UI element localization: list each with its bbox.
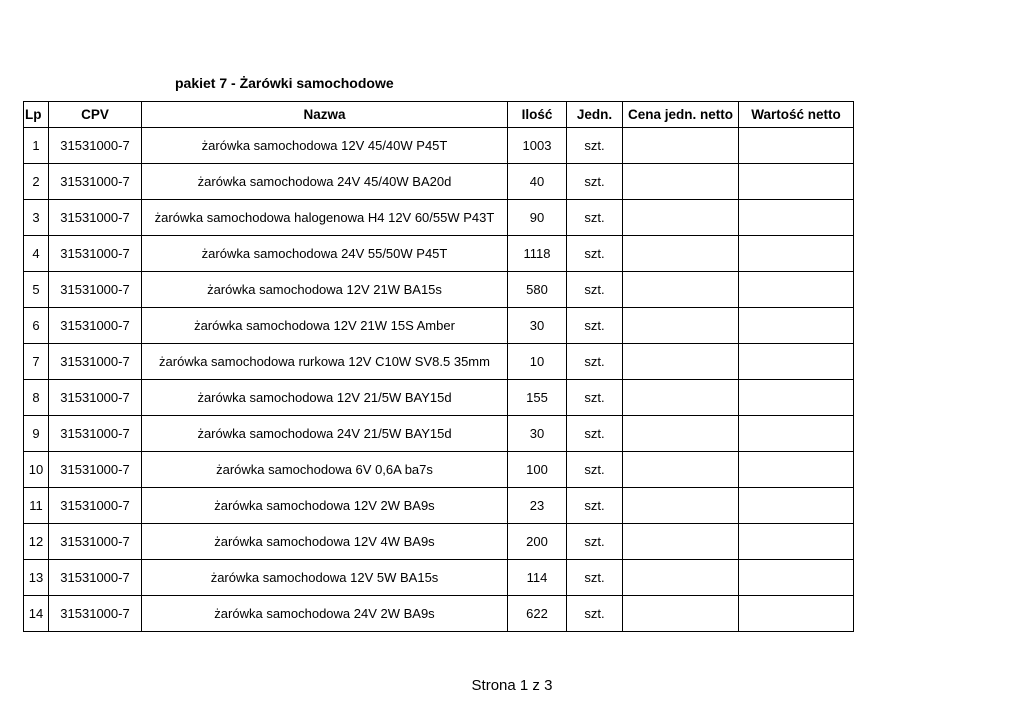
cell-ilosc: 200 [508,524,567,560]
cell-nazwa: żarówka samochodowa 24V 55/50W P45T [142,236,508,272]
cell-ilosc: 10 [508,344,567,380]
cell-lp: 8 [24,380,49,416]
col-header-nazwa: Nazwa [142,102,508,128]
table-row [24,452,854,488]
cell-lp: 4 [24,236,49,272]
cell-jedn: szt. [567,380,623,416]
cell-wartosc [739,452,854,488]
cell-jedn: szt. [567,128,623,164]
cell-cpv: 31531000-7 [49,524,142,560]
cell-cena [623,236,739,272]
cell-wartosc [739,272,854,308]
cell-cpv: 31531000-7 [49,560,142,596]
cell-jedn: szt. [567,560,623,596]
cell-wartosc [739,200,854,236]
cell-cena [623,164,739,200]
cell-lp: 7 [24,344,49,380]
cell-ilosc: 90 [508,200,567,236]
col-header-lp: Lp [24,102,49,128]
cell-cena [623,488,739,524]
cell-cena [623,344,739,380]
table-header-row [24,102,854,128]
cell-cena [623,272,739,308]
cell-cpv: 31531000-7 [49,272,142,308]
cell-nazwa: żarówka samochodowa 12V 4W BA9s [142,524,508,560]
cell-ilosc: 114 [508,560,567,596]
cell-cena [623,200,739,236]
cell-ilosc: 30 [508,416,567,452]
cell-cpv: 31531000-7 [49,380,142,416]
cell-nazwa: żarówka samochodowa 12V 21W 15S Amber [142,308,508,344]
cell-wartosc [739,164,854,200]
cell-wartosc [739,416,854,452]
col-header-ilosc: Ilość [508,102,567,128]
cell-nazwa: żarówka samochodowa 12V 45/40W P45T [142,128,508,164]
cell-cena [623,128,739,164]
cell-ilosc: 23 [508,488,567,524]
cell-lp: 6 [24,308,49,344]
cell-wartosc [739,488,854,524]
cell-cpv: 31531000-7 [49,452,142,488]
cell-cena [623,380,739,416]
cell-wartosc [739,380,854,416]
cell-ilosc: 1118 [508,236,567,272]
cell-jedn: szt. [567,236,623,272]
cell-ilosc: 580 [508,272,567,308]
table-row [24,380,854,416]
col-header-jedn: Jedn. [567,102,623,128]
col-header-cena: Cena jedn. netto [623,102,739,128]
cell-cena [623,308,739,344]
table-row [24,560,854,596]
cell-nazwa: żarówka samochodowa 12V 21W BA15s [142,272,508,308]
cell-cpv: 31531000-7 [49,488,142,524]
table-row [24,524,854,560]
cell-cpv: 31531000-7 [49,128,142,164]
col-header-cpv: CPV [49,102,142,128]
table-row [24,344,854,380]
cell-lp: 11 [24,488,49,524]
cell-jedn: szt. [567,488,623,524]
cell-lp: 3 [24,200,49,236]
table-row [24,128,854,164]
cell-jedn: szt. [567,596,623,632]
page-number: Strona 1 z 3 [471,677,553,694]
cell-jedn: szt. [567,524,623,560]
table-body [24,128,854,632]
cell-cena [623,596,739,632]
cell-wartosc [739,560,854,596]
cell-ilosc: 155 [508,380,567,416]
cell-nazwa: żarówka samochodowa halogenowa H4 12V 60/55W P43T [142,200,508,236]
table-row [24,236,854,272]
cell-nazwa: żarówka samochodowa 12V 2W BA9s [142,488,508,524]
cell-jedn: szt. [567,272,623,308]
table-row [24,308,854,344]
cell-ilosc: 1003 [508,128,567,164]
cell-nazwa: żarówka samochodowa 12V 21/5W BAY15d [142,380,508,416]
cell-lp: 9 [24,416,49,452]
cell-nazwa: żarówka samochodowa rurkowa 12V C10W SV8.5 35mm [142,344,508,380]
cell-wartosc [739,344,854,380]
cell-jedn: szt. [567,308,623,344]
table-row [24,596,854,632]
cell-lp: 5 [24,272,49,308]
table-row [24,416,854,452]
cell-wartosc [739,236,854,272]
table-row [24,200,854,236]
cell-lp: 10 [24,452,49,488]
cell-lp: 13 [24,560,49,596]
col-header-wartosc: Wartość netto [739,102,854,128]
cell-lp: 12 [24,524,49,560]
cell-ilosc: 40 [508,164,567,200]
cell-cpv: 31531000-7 [49,200,142,236]
cell-lp: 2 [24,164,49,200]
cell-nazwa: żarówka samochodowa 24V 2W BA9s [142,596,508,632]
cell-cena [623,416,739,452]
cell-jedn: szt. [567,416,623,452]
table-row [24,488,854,524]
cell-jedn: szt. [567,452,623,488]
cell-lp: 14 [24,596,49,632]
cell-lp: 1 [24,128,49,164]
table-row [24,164,854,200]
cell-nazwa: żarówka samochodowa 6V 0,6A ba7s [142,452,508,488]
cell-cena [623,452,739,488]
items-table [23,101,854,632]
cell-ilosc: 30 [508,308,567,344]
cell-ilosc: 622 [508,596,567,632]
cell-wartosc [739,128,854,164]
cell-cpv: 31531000-7 [49,236,142,272]
cell-cpv: 31531000-7 [49,596,142,632]
cell-ilosc: 100 [508,452,567,488]
cell-jedn: szt. [567,200,623,236]
cell-cena [623,560,739,596]
table-row [24,272,854,308]
cell-nazwa: żarówka samochodowa 24V 21/5W BAY15d [142,416,508,452]
cell-wartosc [739,308,854,344]
cell-cena [623,524,739,560]
cell-wartosc [739,524,854,560]
cell-nazwa: żarówka samochodowa 12V 5W BA15s [142,560,508,596]
cell-jedn: szt. [567,344,623,380]
cell-cpv: 31531000-7 [49,416,142,452]
cell-nazwa: żarówka samochodowa 24V 45/40W BA20d [142,164,508,200]
cell-cpv: 31531000-7 [49,164,142,200]
cell-cpv: 31531000-7 [49,344,142,380]
cell-wartosc [739,596,854,632]
cell-cpv: 31531000-7 [49,308,142,344]
page-title: pakiet 7 - Żarówki samochodowe [175,75,394,91]
cell-jedn: szt. [567,164,623,200]
